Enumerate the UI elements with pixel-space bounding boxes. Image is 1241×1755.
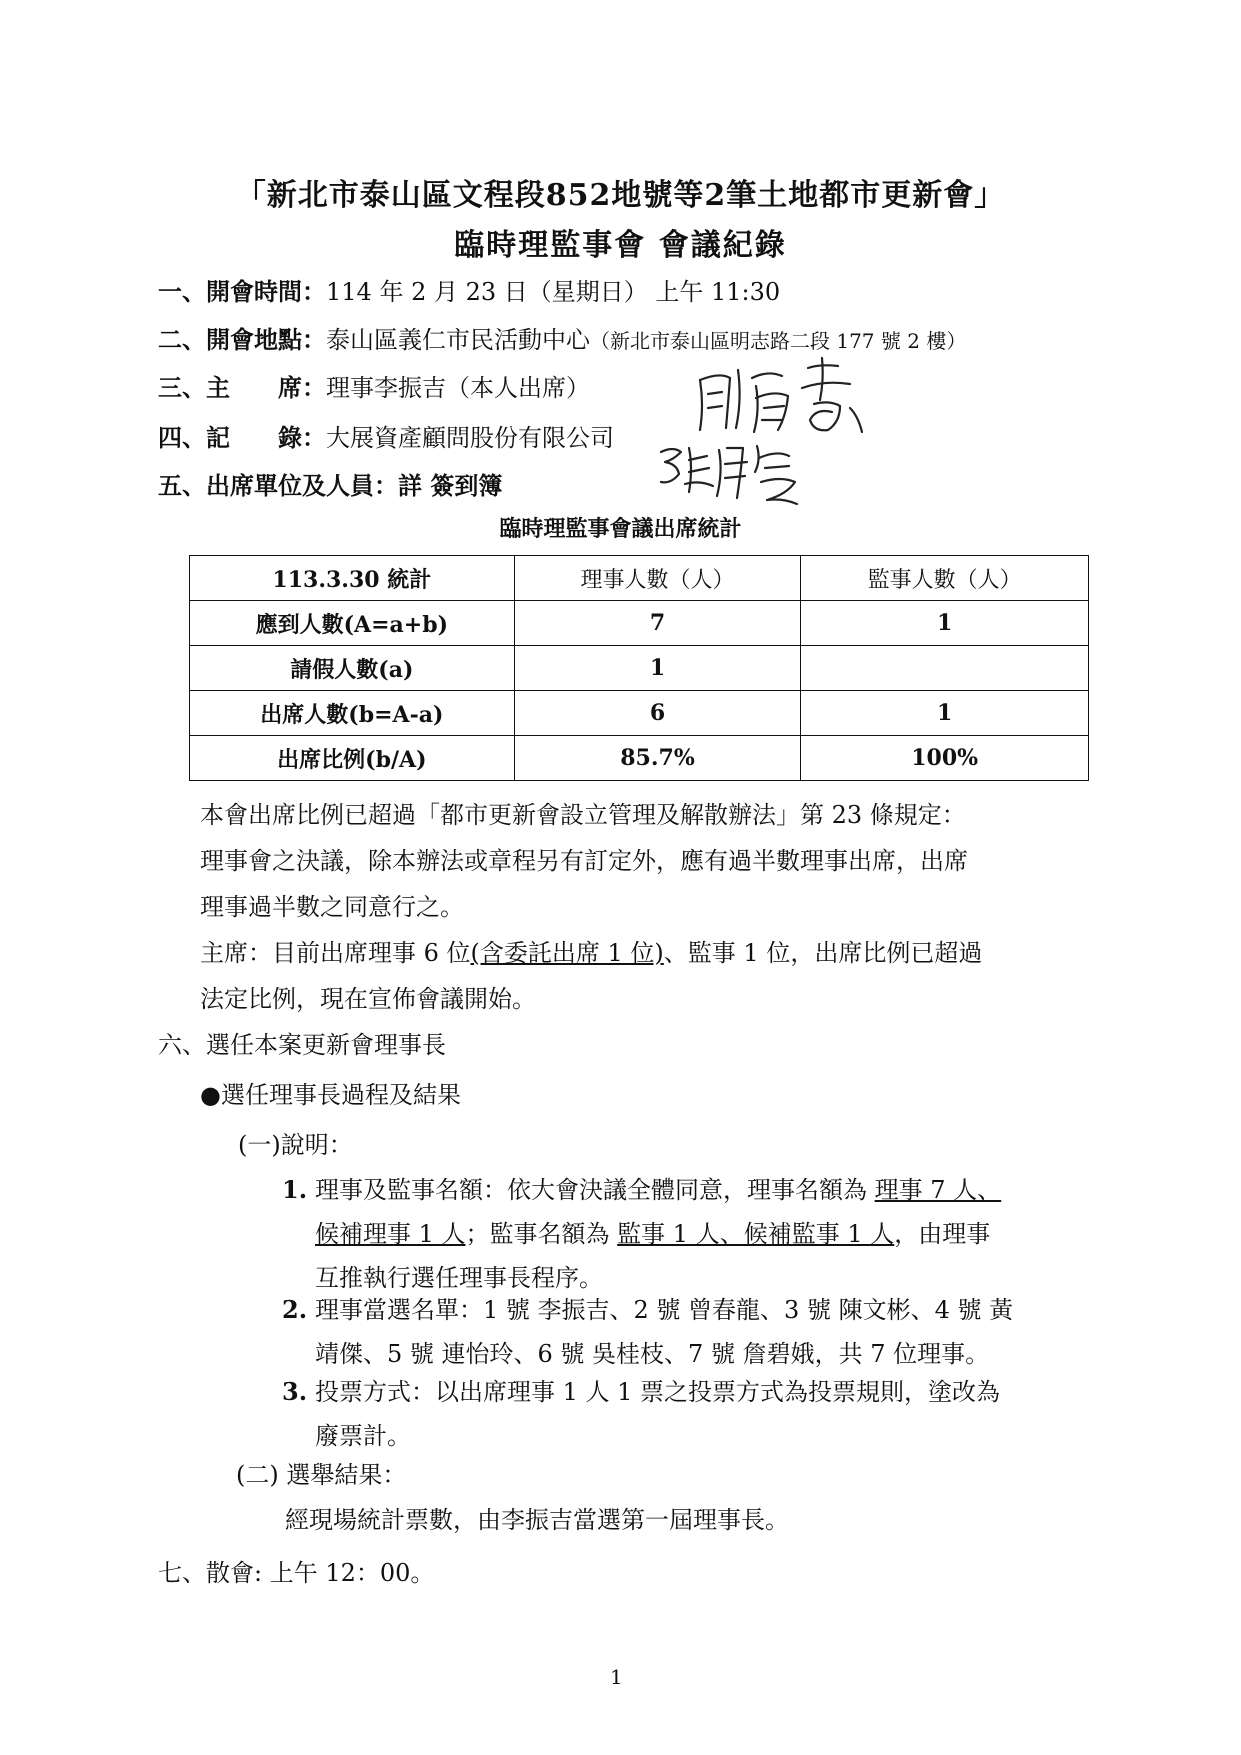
- item-1-underlined: 候補理事 1 人: [315, 1220, 466, 1248]
- chair-announcement-line: [200, 933, 982, 973]
- table-cell: 出席比例(b/A): [190, 736, 515, 781]
- chair-announcement-line: 法定比例，現在宣佈會議開始。: [200, 985, 536, 1013]
- announcement-text: 、監事 1 位，出席比例已超過: [663, 939, 983, 967]
- document-subtitle: 臨時理監事會 會議紀錄: [454, 228, 787, 263]
- table-cell: 7: [514, 601, 801, 646]
- quorum-line: 理事會之決議，除本辦法或章程另有訂定外，應有過半數理事出席，出席: [200, 847, 968, 875]
- table-header-row: [190, 556, 1089, 601]
- item-1-number: 1.: [282, 1175, 308, 1204]
- table-cell: 應到人數(A=a+b): [190, 601, 515, 646]
- item-2-line: 理事當選名單：1 號 李振吉、2 號 曾春龍、3 號 陳文彬、4 號 黃: [315, 1296, 1014, 1324]
- quorum-line: 理事過半數之同意行之。: [200, 893, 464, 921]
- item-1-underlined: 理事 7 人、: [874, 1176, 1002, 1204]
- quorum-line: 本會出席比例已超過「都市更新會設立管理及解散辦法」第 23 條規定：: [200, 801, 966, 829]
- table-row: [190, 601, 1089, 646]
- item-1-line: [315, 1214, 1001, 1254]
- item-1-line: 互推執行選任理事長程序。: [315, 1264, 603, 1292]
- section-7-adjournment: 七、散會: 上午 12：00。: [158, 1559, 435, 1587]
- table-cell: 1: [801, 601, 1089, 646]
- document-title: 「新北市泰山區文程段852地號等2筆土地都市更新會」: [235, 178, 1006, 213]
- election-bullet: ●選任理事長過程及結果: [200, 1081, 461, 1109]
- item-1-text: ；監事名額為: [465, 1220, 618, 1248]
- meeting-attendees-label: 五、出席單位及人員：: [158, 471, 398, 500]
- table-cell: 6: [514, 691, 801, 736]
- chair-signature: [690, 350, 880, 440]
- meeting-recorder-value: 大展資產顧問股份有限公司: [326, 424, 614, 452]
- item-2-number: 2.: [282, 1295, 308, 1324]
- item-1: [315, 1170, 1001, 1298]
- table-header-cell: 理事人數（人）: [514, 556, 801, 601]
- table-cell: 出席人數(b=A-a): [190, 691, 515, 736]
- chair-announcement: [200, 933, 982, 1019]
- item-1-line: [315, 1170, 1001, 1210]
- item-3-line: 廢票計。: [315, 1422, 411, 1450]
- table-row: [190, 691, 1089, 736]
- table-cell: 1: [514, 646, 801, 691]
- meeting-chair: [158, 368, 590, 403]
- meeting-attendees-value: 詳 簽到簿: [398, 471, 503, 500]
- item-3: [315, 1372, 1000, 1456]
- table-cell: 85.7%: [514, 736, 801, 781]
- item-2-line: 靖傑、5 號 連怡玲、6 號 吳桂枝、7 號 詹碧娥，共 7 位理事。: [315, 1340, 990, 1368]
- meeting-chair-label: 三、主 席：: [158, 373, 326, 402]
- announcement-text: 主席：目前出席理事 6 位: [200, 939, 471, 967]
- table-header-cell: 監事人數（人）: [801, 556, 1089, 601]
- table-cell: [801, 646, 1089, 691]
- item-1-text: ，由理事: [894, 1220, 991, 1248]
- explanation-heading: (一)說明：: [238, 1131, 353, 1159]
- section-6-heading: 六、選任本案更新會理事長: [158, 1031, 446, 1059]
- item-1-underlined: 監事 1 人、候補監事 1 人: [617, 1220, 895, 1248]
- meeting-recorder-label: 四、記 錄：: [158, 423, 326, 452]
- quorum-paragraph: [200, 795, 968, 927]
- meeting-attendees: [158, 466, 502, 501]
- attendance-table-caption: 臨時理監事會議出席統計: [499, 516, 742, 542]
- meeting-place-label: 二、開會地點：: [158, 325, 326, 354]
- item-2: [315, 1290, 1013, 1374]
- meeting-place-address: （新北市泰山區明志路二段 177 號 2 樓）: [590, 329, 967, 353]
- item-3-line: 投票方式：以出席理事 1 人 1 票之投票方式為投票規則，塗改為: [315, 1378, 1001, 1406]
- recorder-signature: [655, 438, 805, 508]
- meeting-place-value: 泰山區義仁市民活動中心: [326, 326, 590, 354]
- meeting-recorder: [158, 418, 614, 453]
- table-row: [190, 736, 1089, 781]
- attendance-table: [189, 555, 1089, 781]
- item-3-number: 3.: [282, 1377, 308, 1406]
- item-1-text: 理事及監事名額：依大會決議全體同意，理事名額為: [315, 1176, 875, 1204]
- table-cell: 請假人數(a): [190, 646, 515, 691]
- meeting-time: [158, 272, 780, 307]
- election-result-text: 經現場統計票數，由李振吉當選第一屆理事長。: [285, 1506, 789, 1534]
- announcement-underlined: (含委託出席 1 位): [470, 939, 664, 967]
- table-cell: 1: [801, 691, 1089, 736]
- meeting-time-value: 114 年 2 月 23 日（星期日） 上午 11:30: [326, 278, 781, 306]
- table-cell: 100%: [801, 736, 1089, 781]
- meeting-time-label: 一、開會時間：: [158, 277, 326, 306]
- table-header-cell: 113.3.30 統計: [190, 556, 515, 601]
- page-number: 1: [610, 1665, 623, 1689]
- meeting-chair-value: 理事李振吉（本人出席）: [326, 374, 590, 402]
- table-row: [190, 646, 1089, 691]
- election-result-heading: (二) 選舉結果：: [236, 1461, 407, 1489]
